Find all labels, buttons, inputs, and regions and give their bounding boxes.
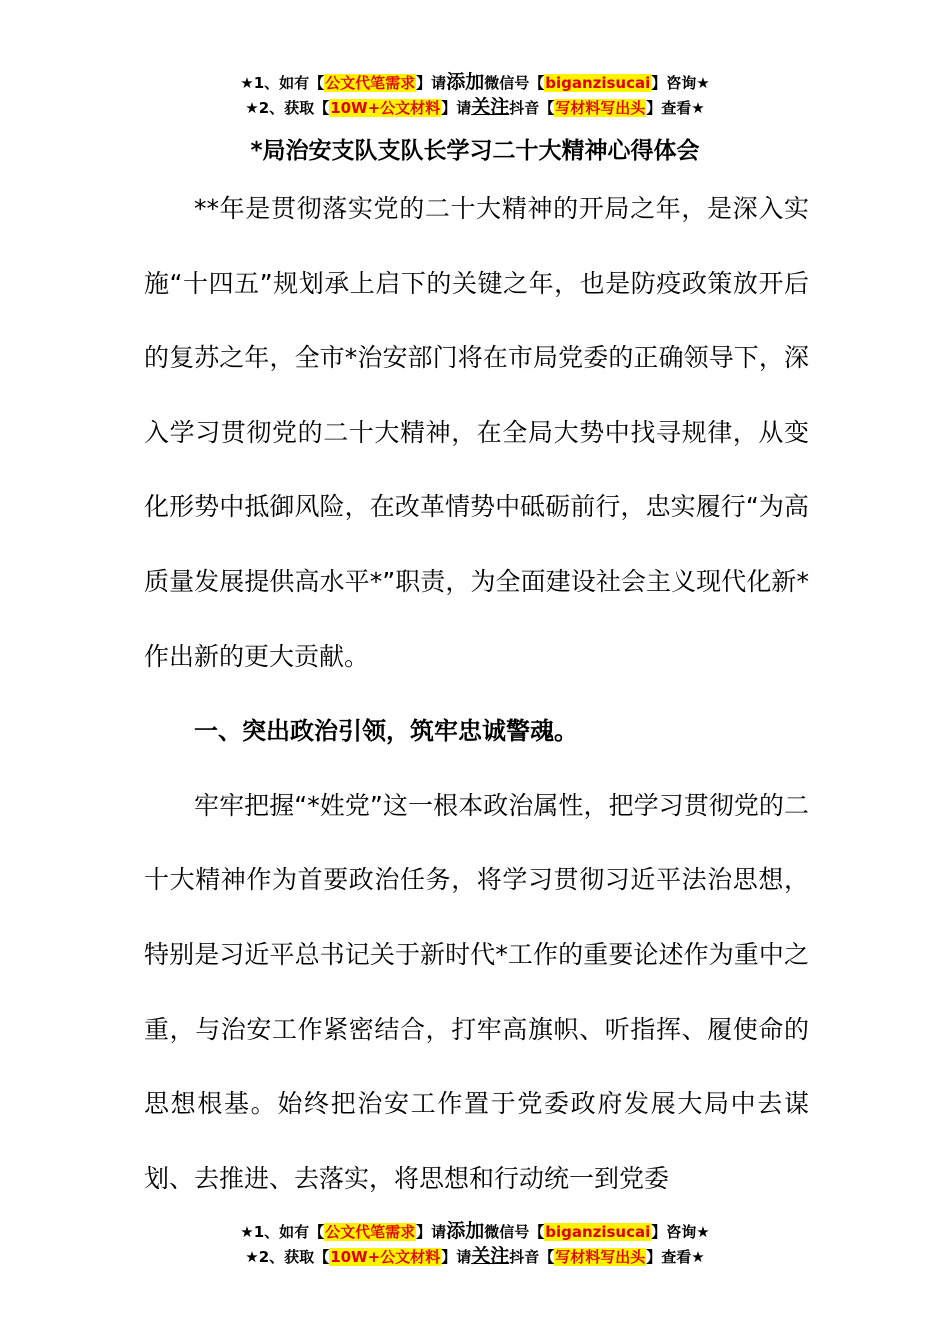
banner-highlight: 10W+公文材料	[330, 1248, 441, 1266]
banner-wechat-id: biganzisucai	[545, 1223, 651, 1241]
banner-highlight: 公文代笔需求	[325, 1223, 416, 1241]
banner-text: ★2、获取【	[245, 1248, 330, 1266]
banner-line-2	[0, 95, 950, 120]
header-banner	[0, 70, 950, 120]
banner-text: 】请	[416, 1223, 447, 1241]
banner-highlight: 写材料写出头	[555, 1248, 646, 1266]
banner-highlight: 10W+公文材料	[330, 99, 441, 117]
banner-emphasis: 添加	[446, 71, 485, 93]
banner-line-1	[0, 70, 950, 95]
banner-emphasis: 关注	[471, 96, 510, 118]
banner-text: 微信号【	[484, 1223, 545, 1241]
footer-banner	[0, 1219, 950, 1269]
banner-highlight: 写材料写出头	[555, 99, 646, 117]
banner-text: 】查看★	[646, 1248, 705, 1266]
banner-text: 】请	[416, 74, 447, 92]
section-heading: 一、突出政治引领，筑牢忠诚警魂。	[194, 717, 578, 746]
banner-text: 】查看★	[646, 99, 705, 117]
banner-highlight: 公文代笔需求	[325, 74, 416, 92]
banner-text: 】咨询★	[651, 74, 710, 92]
document-title: *局治安支队支队长学习二十大精神心得体会	[250, 138, 700, 164]
banner-emphasis: 添加	[446, 1220, 485, 1242]
banner-text: ★1、如有【	[240, 1223, 325, 1241]
paragraph: 牢牢把握“*姓党”这一根本政治属性，把学习贯彻党的二十大精神作为首要政治任务，将学习贯彻习近平法治思想，特别是习近平总书记关于新时代*工作的重要论述作为重中之重，与治安工作紧密结合，打牢高旗帜、听指挥、履使命的思想根基。始终把治安工作置于党委政府发展大局中去谋划、去推进、去落实，将思想和行动统一到党委	[144, 790, 809, 1193]
banner-text: 】请	[441, 1248, 472, 1266]
banner-emphasis: 关注	[471, 1245, 510, 1267]
banner-line-2	[0, 1244, 950, 1269]
banner-text: ★1、如有【	[240, 74, 325, 92]
banner-text: 】请	[441, 99, 472, 117]
banner-text: 微信号【	[484, 74, 545, 92]
banner-text: 抖音【	[509, 1248, 555, 1266]
banner-line-1	[0, 1219, 950, 1244]
paragraph: **年是贯彻落实党的二十大精神的开局之年，是深入实施“十四五”规划承上启下的关键之年，也是防疫政策放开后的复苏之年，全市*治安部门将在市局党委的正确领导下，深入学习贯彻党的二十大精神，在全局大势中找寻规律，从变化形势中抵御风险，在改革情势中砥砺前行，忠实履行“为高质量发展提供高水平*”职责，为全面建设社会主义现代化新*作出新的更大贡献。	[144, 194, 809, 671]
banner-text: ★2、获取【	[245, 99, 330, 117]
banner-wechat-id: biganzisucai	[545, 74, 651, 92]
banner-text: 】咨询★	[651, 1223, 710, 1241]
banner-text: 抖音【	[509, 99, 555, 117]
document-body	[144, 172, 809, 1216]
